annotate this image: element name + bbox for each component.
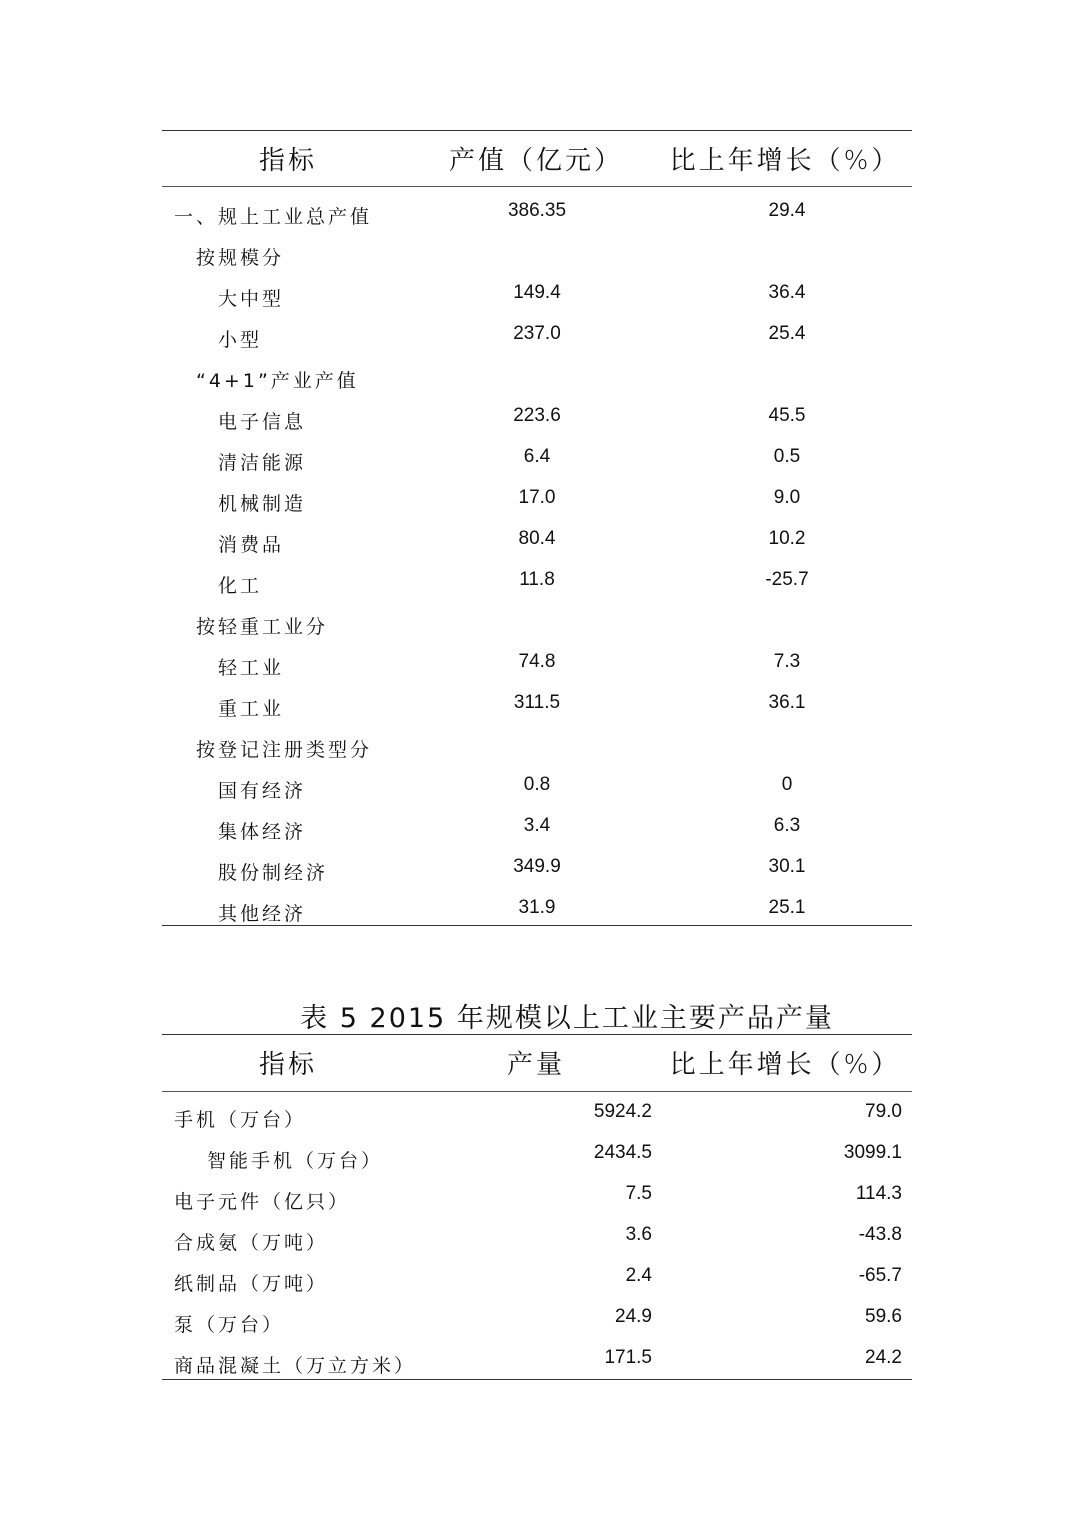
row-value: 11.8	[519, 569, 555, 590]
row-label: 国有经济	[218, 780, 307, 802]
row-value: 349.9	[513, 856, 561, 877]
row-label: 清洁能源	[218, 452, 307, 474]
row-value: 6.4	[523, 446, 551, 467]
row-value: 386.35	[507, 200, 567, 221]
row-label: 一、规上工业总产值	[174, 206, 373, 228]
row-growth: 36.1	[768, 692, 806, 713]
row-label: 智能手机（万台）	[207, 1150, 384, 1172]
row-label: 按规模分	[196, 247, 285, 269]
table-2-caption: 表 5 2015 年规模以上工业主要产品产量	[300, 1003, 834, 1034]
row-value: 2434.5	[593, 1142, 652, 1163]
row-growth: 7.3	[773, 651, 801, 672]
row-label: 重工业	[218, 698, 285, 720]
row-growth: 25.1	[768, 897, 806, 918]
row-value: 5924.2	[593, 1101, 652, 1122]
table-2-header-growth: 比上年增长（%）	[669, 1050, 901, 1080]
row-value: 223.6	[513, 405, 561, 426]
table-2-bottom-rule	[162, 1379, 912, 1380]
row-label: 集体经济	[218, 821, 307, 843]
row-value: 80.4	[518, 528, 556, 549]
row-growth: 114.3	[855, 1183, 902, 1204]
row-label: 电子元件（亿只）	[174, 1191, 351, 1213]
row-label: 机械制造	[218, 493, 307, 515]
row-growth: 79.0	[865, 1101, 902, 1122]
row-label: 其他经济	[218, 903, 307, 925]
row-growth: 30.1	[768, 856, 806, 877]
row-value: 0.8	[523, 774, 551, 795]
row-label: 泵（万台）	[174, 1314, 285, 1336]
row-label: 合成氨（万吨）	[174, 1232, 329, 1254]
row-label: 化工	[218, 575, 263, 597]
table-1-header-rule	[162, 186, 912, 187]
row-label: 手机（万台）	[174, 1109, 307, 1131]
row-value: 171.5	[604, 1347, 652, 1368]
row-value: 237.0	[513, 323, 561, 344]
table-2-header-rule	[162, 1091, 912, 1092]
row-growth: 6.3	[773, 815, 801, 836]
row-growth: 3099.1	[843, 1142, 902, 1163]
table-2-header-indicator: 指标	[258, 1050, 318, 1080]
table-2-header-output: 产量	[506, 1050, 566, 1080]
row-label: 电子信息	[218, 411, 307, 433]
row-growth: 45.5	[768, 405, 806, 426]
row-label: 轻工业	[218, 657, 285, 679]
row-value: 17.0	[518, 487, 556, 508]
row-label: 股份制经济	[218, 862, 329, 884]
row-growth: 0	[781, 774, 793, 795]
row-label: 商品混凝土（万立方米）	[174, 1355, 417, 1377]
row-growth: 36.4	[768, 282, 806, 303]
row-growth: 25.4	[768, 323, 806, 344]
row-growth: 59.6	[865, 1306, 902, 1327]
row-value: 3.6	[625, 1224, 652, 1245]
table-1-top-rule	[162, 130, 912, 131]
row-label: 按轻重工业分	[196, 616, 329, 638]
row-value: 24.9	[615, 1306, 652, 1327]
row-label: 大中型	[218, 288, 285, 310]
row-label: 小型	[218, 329, 263, 351]
row-growth: 9.0	[773, 487, 801, 508]
row-value: 2.4	[625, 1265, 652, 1286]
row-growth: 0.5	[773, 446, 801, 467]
table-1-header-growth: 比上年增长（%）	[669, 146, 901, 176]
row-growth: -43.8	[858, 1224, 902, 1245]
table-1-header-indicator: 指标	[258, 146, 318, 176]
row-growth: -65.7	[858, 1265, 902, 1286]
row-label: 按登记注册类型分	[196, 739, 373, 761]
row-label: 消费品	[218, 534, 285, 556]
row-value: 149.4	[513, 282, 561, 303]
row-value: 311.5	[513, 692, 561, 713]
row-label: 纸制品（万吨）	[174, 1273, 329, 1295]
row-growth: 10.2	[768, 528, 806, 549]
table-1-header-output-value: 产值（亿元）	[448, 146, 624, 176]
table-2-top-rule	[162, 1034, 912, 1035]
table-1-bottom-rule	[162, 925, 912, 926]
row-value: 74.8	[518, 651, 556, 672]
row-growth: 29.4	[768, 200, 806, 221]
row-value: 3.4	[523, 815, 551, 836]
row-value: 7.5	[625, 1183, 652, 1204]
row-value: 31.9	[518, 897, 556, 918]
row-growth: -25.7	[765, 569, 809, 590]
row-growth: 24.2	[865, 1347, 902, 1368]
row-label: “4+1”产业产值	[196, 370, 359, 392]
